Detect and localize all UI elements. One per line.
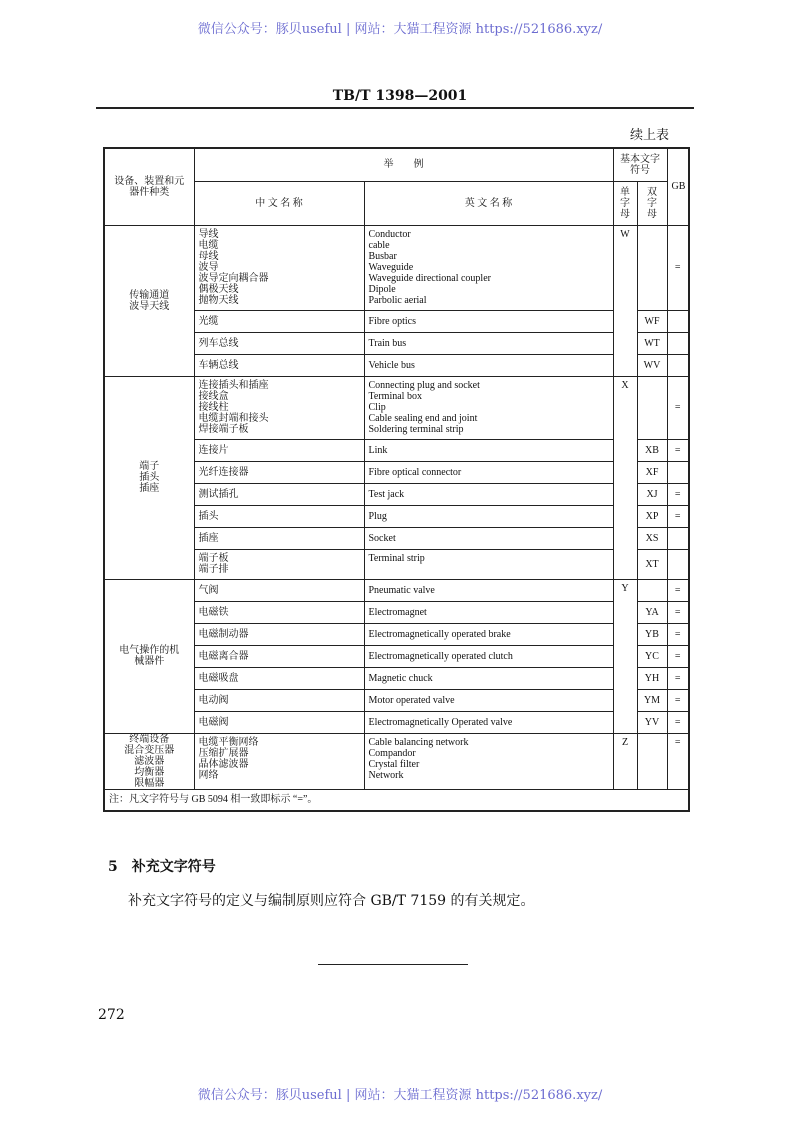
gb-cell: = [667,667,689,689]
en-name-cell: Electromagnetically operated clutch [364,645,613,667]
gb-cell: = [667,601,689,623]
category-cell: 电气操作的机 械器件 [104,579,194,733]
watermark-top: 微信公众号：豚贝useful | 网站：大猫工程资源 https://521686.xyz/ [197,22,603,37]
double-letter-cell [637,376,667,439]
en-name-cell: Cable balancing network Compandor Crystal filter Network [364,733,613,789]
cn-name-cell: 连接片 [194,439,364,461]
double-letter-cell: XJ [637,483,667,505]
en-name-cell: Link [364,439,613,461]
en-name-cell: Train bus [364,332,613,354]
section-title: 5 补充文字符号 [108,859,216,875]
en-name-cell: Fibre optics [364,310,613,332]
gb-cell: = [667,623,689,645]
gb-cell [667,310,689,332]
page-number: 272 [98,1007,125,1023]
en-name-cell: Motor operated valve [364,689,613,711]
double-letter-cell: YC [637,645,667,667]
single-letter-cell: W [613,225,637,376]
gb-cell: = [667,689,689,711]
en-name-cell: Electromagnetically operated brake [364,623,613,645]
header-double-letter: 双 字 母 [637,181,667,225]
table-note: 注：凡文字符号与 GB 5094 相一致即标示 “=”。 [104,789,689,811]
double-letter-cell: YM [637,689,667,711]
cn-name-cell: 插座 [194,527,364,549]
table-row [104,376,689,439]
header-category: 设备、装置和元 器件种类 [104,148,194,225]
en-name-cell: Connecting plug and socket Terminal box Clip Cable sealing end and joint Soldering terminal strip [364,376,613,439]
cn-name-cell: 光缆 [194,310,364,332]
cn-name-cell: 电磁铁 [194,601,364,623]
double-letter-cell: XS [637,527,667,549]
header-rule [96,107,694,109]
header-single-letter: 单 字 母 [613,181,637,225]
gb-cell [667,527,689,549]
double-letter-cell: WF [637,310,667,332]
double-letter-cell [637,579,667,601]
cn-name-cell: 插头 [194,505,364,527]
double-letter-cell: YB [637,623,667,645]
cn-name-cell: 端子板 端子排 [194,549,364,579]
gb-cell [667,332,689,354]
double-letter-cell [637,733,667,789]
cn-name-cell: 电缆平衡网络 压缩扩展器 晶体滤波器 网络 [194,733,364,789]
en-name-cell: Electromagnet [364,601,613,623]
single-letter-cell: Y [613,579,637,733]
cn-name-cell: 连接插头和插座 接线盒 接线柱 电缆封端和接头 焊接端子板 [194,376,364,439]
double-letter-cell: YV [637,711,667,733]
cn-name-cell: 气阀 [194,579,364,601]
cn-name-cell: 列车总线 [194,332,364,354]
table-row [104,225,689,310]
en-name-cell: Plug [364,505,613,527]
gb-cell [667,461,689,483]
en-name-cell: Test jack [364,483,613,505]
continued-label: 续上表 [630,128,670,143]
cn-name-cell: 光纤连接器 [194,461,364,483]
en-name-cell: Vehicle bus [364,354,613,376]
category-cell: 传输通道 波导天线 [104,225,194,376]
double-letter-cell: XB [637,439,667,461]
symbol-table [103,147,690,812]
single-letter-cell: X [613,376,637,579]
table-row [104,733,689,789]
en-name-cell: Socket [364,527,613,549]
cn-name-cell: 电磁离合器 [194,645,364,667]
end-rule [318,964,468,965]
en-name-cell: Pneumatic valve [364,579,613,601]
en-name-cell: Terminal strip [364,549,613,579]
category-cell: 端子 插头 插座 [104,376,194,579]
section-text: 补充文字符号的定义与编制原则应符合 GB/T 7159 的有关规定。 [128,893,535,909]
gb-cell: = [667,579,689,601]
en-name-cell: Electromagnetically Operated valve [364,711,613,733]
table-row [104,579,689,601]
en-name-cell: Magnetic chuck [364,667,613,689]
cn-name-cell: 电动阀 [194,689,364,711]
watermark-bottom: 微信公众号：豚贝useful | 网站：大猫工程资源 https://521686.xyz/ [197,1088,603,1103]
header-en-name: 英 文 名 称 [364,181,613,225]
gb-cell: = [667,645,689,667]
gb-cell: = [667,225,689,310]
category-cell: 终端设备 混合变压器 滤波器 均衡器 限幅器 [104,733,194,789]
gb-cell: = [667,505,689,527]
double-letter-cell: XP [637,505,667,527]
cn-name-cell: 测试插孔 [194,483,364,505]
header-basic-symbol: 基本文字 符号 [613,148,667,181]
standard-header: TB/T 1398—2001 [332,88,468,104]
double-letter-cell: YH [637,667,667,689]
cn-name-cell: 电磁制动器 [194,623,364,645]
cn-name-cell: 车辆总线 [194,354,364,376]
gb-cell: = [667,483,689,505]
double-letter-cell: YA [637,601,667,623]
double-letter-cell: WV [637,354,667,376]
double-letter-cell: WT [637,332,667,354]
gb-cell [667,549,689,579]
header-gb: GB [667,148,689,225]
double-letter-cell: XF [637,461,667,483]
en-name-cell: Fibre optical connector [364,461,613,483]
cn-name-cell: 电磁阀 [194,711,364,733]
gb-cell: = [667,376,689,439]
gb-cell: = [667,439,689,461]
single-letter-cell: Z [613,733,637,789]
cn-name-cell: 电磁吸盘 [194,667,364,689]
double-letter-cell: XT [637,549,667,579]
header-examples: 举 例 [194,148,613,181]
double-letter-cell [637,225,667,310]
gb-cell: = [667,733,689,789]
gb-cell [667,354,689,376]
header-cn-name: 中 文 名 称 [194,181,364,225]
en-name-cell: Conductor cable Busbar Waveguide Waveguide directional coupler Dipole Parbolic aerial [364,225,613,310]
note-row [104,789,689,811]
gb-cell: = [667,711,689,733]
cn-name-cell: 导线 电缆 母线 波导 波导定向耦合器 偶极天线 抛物天线 [194,225,364,310]
